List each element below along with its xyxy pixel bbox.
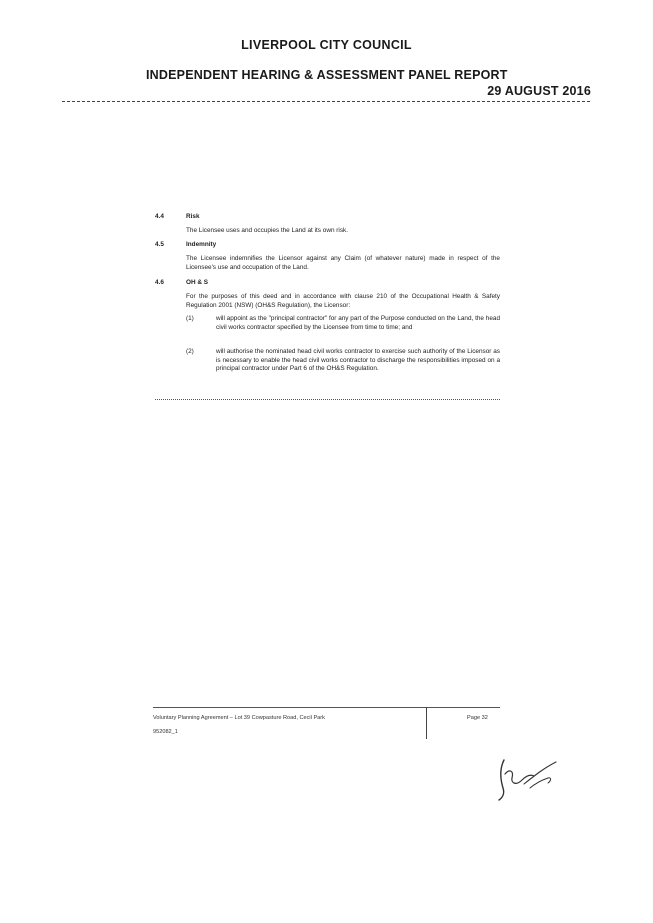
section-title: OH & S	[186, 279, 209, 286]
footer-page-number: Page 32	[467, 715, 488, 721]
section-text: The Licensee uses and occupies the Land at its own risk.	[186, 227, 348, 234]
list-item-text: will appoint as the "principal contractor" for any part of the Purpose conducted on the Land, the head civil works contractor specified by the Licensee from time to time; and	[216, 315, 500, 331]
section-ohs	[155, 279, 500, 389]
section-title: Indemnity	[186, 241, 217, 248]
report-date: 29 AUGUST 2016	[487, 84, 591, 98]
section-risk	[155, 213, 500, 233]
signature-icon	[490, 752, 562, 804]
footer-doc-ref: 952082_1	[153, 729, 178, 735]
list-item-label: (1)	[186, 315, 194, 322]
report-title: INDEPENDENT HEARING & ASSESSMENT PANEL REPORT	[146, 68, 508, 82]
section-text: The Licensee indemnifies the Licensor against any Claim (of whatever nature) made in respect of the Licensee's use and occupation of the Land.	[186, 255, 500, 271]
section-title: Risk	[186, 213, 200, 220]
list-item-text: will authorise the nominated head civil works contractor to exercise such authority of the Licensor as is necessary to enable the head civil works contractor to discharge the responsibilities imposed on a principal contractor under Part 6 of the OH&S Regulation.	[216, 348, 500, 373]
footer-doc-title: Voluntary Planning Agreement – Lot 39 Cowpasture Road, Cecil Park	[153, 715, 325, 721]
section-number: 4.6	[155, 279, 164, 286]
council-name: LIVERPOOL CITY COUNCIL	[241, 38, 412, 52]
section-text: For the purposes of this deed and in accordance with clause 210 of the Occupational Health & Safety Regulation 2001 (NSW) (OH&S Regulation), the Licensor:	[186, 293, 500, 309]
section-indemnity	[155, 241, 500, 277]
footer-divider	[153, 707, 500, 708]
footer-column-divider	[426, 707, 427, 739]
section-number: 4.5	[155, 241, 164, 248]
body-divider	[155, 399, 500, 400]
list-item-label: (2)	[186, 348, 194, 355]
section-number: 4.4	[155, 213, 164, 220]
header-divider	[62, 101, 590, 102]
